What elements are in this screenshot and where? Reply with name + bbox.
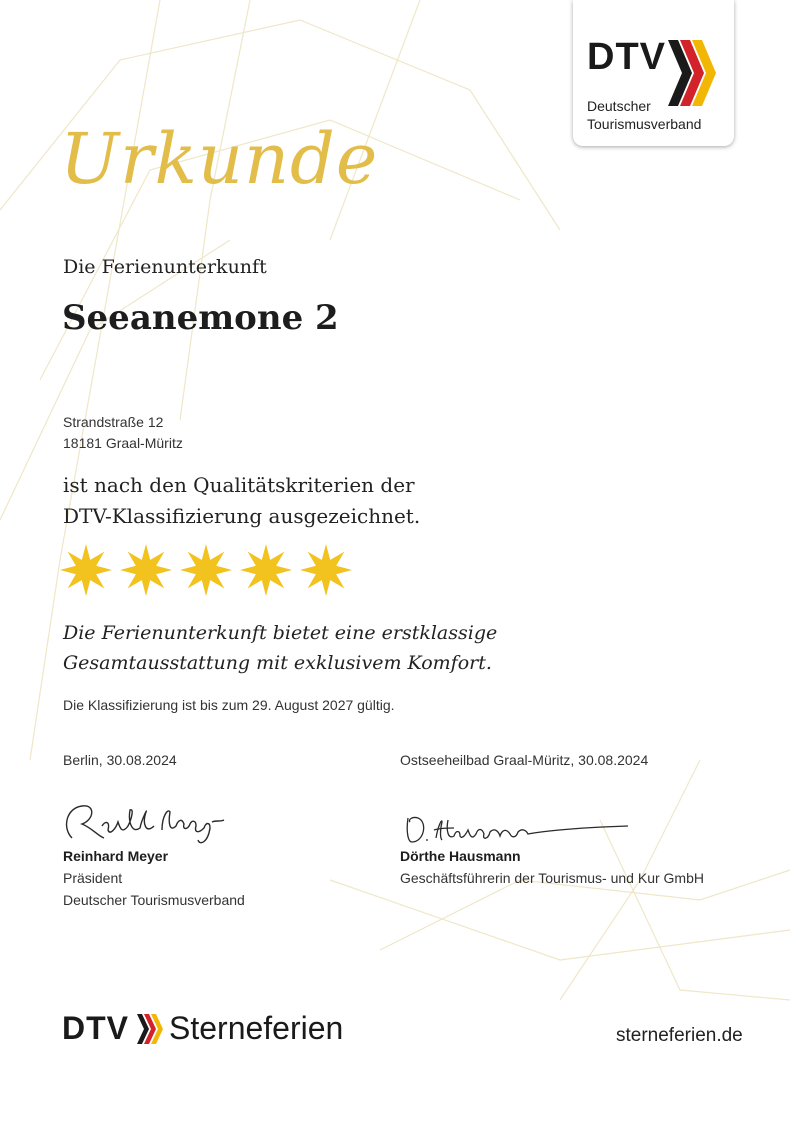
- chevron-logo-icon: [137, 1014, 163, 1044]
- star-icon: [120, 542, 172, 598]
- description: [63, 618, 497, 678]
- signer-left-role: Präsident: [63, 870, 123, 886]
- validity-note: Die Klassifizierung ist bis zum 29. August 2027 gültig.: [63, 697, 395, 713]
- address-city: 18181 Graal-Müritz: [63, 435, 183, 451]
- intro-text: Die Ferienunterkunft: [63, 256, 267, 278]
- signer-right-role: Geschäftsführerin der Tourismus- und Kur GmbH: [400, 870, 704, 886]
- footer-product: Sterneferien: [169, 1010, 344, 1046]
- logo-brand: DTV: [587, 36, 666, 78]
- signer-left-org: Deutscher Tourismusverband: [63, 892, 245, 908]
- signature-doerthe-hausmann: [398, 808, 638, 848]
- star-icon: [180, 542, 232, 598]
- certificate-title: Urkunde: [60, 118, 379, 200]
- quality-line-1: ist nach den Qualitätskriterien der: [63, 473, 415, 497]
- place-date-left: Berlin, 30.08.2024: [63, 752, 177, 768]
- address-street: Strandstraße 12: [63, 414, 164, 430]
- star-icon: [240, 542, 292, 598]
- property-name: Seeanemone 2: [62, 298, 339, 338]
- footer-brand: DTV: [62, 1010, 129, 1046]
- logo-subtitle: [587, 97, 701, 133]
- dtv-logo-badge: [573, 0, 734, 146]
- place-date-right: Ostseeheilbad Graal-Müritz, 30.08.2024: [400, 752, 649, 768]
- quality-line-2: DTV-Klassifizierung ausgezeichnet.: [63, 504, 421, 528]
- star-icon: [60, 542, 112, 598]
- footer-url: sterneferien.de: [616, 1025, 743, 1046]
- star-rating: [60, 542, 352, 598]
- signer-left-name: Reinhard Meyer: [63, 848, 169, 864]
- description-line-1: Die Ferienunterkunft bietet eine erstklassige: [63, 622, 498, 644]
- signer-right-name: Dörthe Hausmann: [400, 848, 521, 864]
- logo-line-2: Tourismusverband: [587, 116, 702, 132]
- signer-left: [63, 845, 245, 911]
- signer-right: [400, 845, 704, 889]
- star-icon: [300, 542, 352, 598]
- footer-logo: [62, 1010, 343, 1047]
- logo-line-1: Deutscher: [587, 98, 651, 114]
- address: [63, 412, 183, 454]
- signature-reinhard-meyer: [58, 798, 238, 848]
- quality-statement: [63, 470, 420, 532]
- description-line-2: Gesamtausstattung mit exklusivem Komfort.: [63, 652, 492, 674]
